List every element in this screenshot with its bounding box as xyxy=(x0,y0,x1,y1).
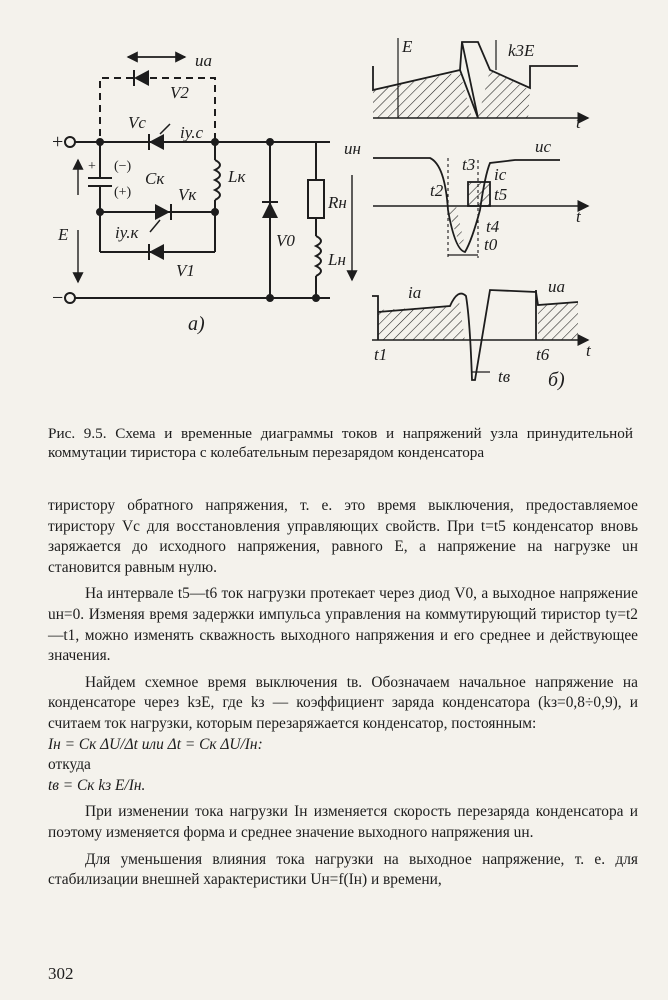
svg-text:Lн: Lн xyxy=(328,250,346,269)
figure-caption: Рис. 9.5. Схема и временные диаграммы токов и напряжений узла принудительной коммутации тиристора с колебательным перезарядом конденсатора xyxy=(48,425,633,461)
figure-label-b: б) xyxy=(548,369,565,391)
paragraph: Найдем схемное время выключения tв. Обозначаем начальное напряжение на конденсаторе через kзE, где kз — коэффициент заряда конденсатора (kз=0,8÷0,9), и считаем ток нагрузки, которым перезаряжается конденсатор, постоянным: xyxy=(48,673,638,732)
thyristor-vk-symbol xyxy=(150,204,171,232)
svg-text:V1: V1 xyxy=(176,261,195,280)
svg-text:Vк: Vк xyxy=(178,185,197,204)
svg-text:−: − xyxy=(52,287,64,309)
svg-text:uс: uс xyxy=(535,137,552,156)
timing-diagrams xyxy=(372,38,588,380)
svg-text:t2: t2 xyxy=(430,181,444,200)
svg-text:t0: t0 xyxy=(484,235,498,254)
body-text xyxy=(48,496,638,891)
svg-text:+: + xyxy=(52,131,64,153)
thyristor-vc-symbol xyxy=(149,124,170,150)
formula-1: Iн = Cк ΔU/Δt или Δt = Cк ΔU/Iн: xyxy=(48,735,263,753)
svg-text:V2: V2 xyxy=(170,83,189,102)
svg-text:E: E xyxy=(402,37,413,56)
svg-text:t: t xyxy=(576,207,581,226)
svg-text:+: + xyxy=(88,159,96,174)
svg-text:Vс: Vс xyxy=(128,113,146,132)
svg-text:uа: uа xyxy=(195,51,212,70)
paragraph: Для уменьшения влияния тока нагрузки на выходное напряжение, т. е. для стабилизации внешней характеристики Uн=f(Iн) и времени, xyxy=(48,850,638,889)
svg-text:t: t xyxy=(576,113,581,132)
svg-text:uн: uн xyxy=(344,139,361,158)
figure-label-a: а) xyxy=(188,313,205,335)
svg-text:tв: tв xyxy=(498,367,511,386)
svg-text:k3E: k3E xyxy=(508,41,535,60)
paragraph: тиристору обратного напряжения, т. е. это время выключения, предоставляемое тиристору Vс для восстановления управляющих свойств. При t=t5 конденсатор вновь заряжается до исходного напряжения, равного E, а напряжение на нагрузке uн становится равным нулю. xyxy=(48,497,638,576)
svg-text:t6: t6 xyxy=(536,345,550,364)
svg-text:Cк: Cк xyxy=(145,169,165,188)
paragraph: При изменении тока нагрузки Iн изменяется скорость перезаряда конденсатора и поэтому изменяется форма и среднее значение выходного напряжения uн. xyxy=(48,803,638,841)
svg-text:V0: V0 xyxy=(276,231,295,250)
svg-text:E: E xyxy=(58,225,69,244)
svg-text:(+): (+) xyxy=(114,185,132,200)
svg-text:(−): (−) xyxy=(114,159,132,174)
diode-v1-symbol xyxy=(149,244,164,260)
svg-text:iу.к: iу.к xyxy=(115,223,139,242)
svg-text:Rн: Rн xyxy=(328,193,347,212)
diode-v0-symbol xyxy=(262,202,278,218)
svg-text:t3: t3 xyxy=(462,155,476,174)
svg-text:uа: uа xyxy=(548,277,565,296)
svg-text:iа: iа xyxy=(408,283,422,302)
svg-text:t5: t5 xyxy=(494,185,508,204)
diode-v2-symbol xyxy=(134,70,149,86)
svg-text:t: t xyxy=(586,341,591,360)
figure-9-5 xyxy=(0,0,668,410)
svg-text:Lк: Lк xyxy=(228,167,246,186)
svg-text:t1: t1 xyxy=(374,345,388,364)
circuit-diagram xyxy=(65,57,352,303)
paragraph: На интервале t5—t6 ток нагрузки протекает через диод V0, а выходное напряжение uн=0. Изменяя время задержки импульса управления на коммутирующий тиристор tу=t2—t1, можно изменять скважность выходного напряжения и его среднее и действующее значения. xyxy=(48,585,638,665)
svg-text:iс: iс xyxy=(494,165,507,184)
svg-text:iу.с: iу.с xyxy=(180,123,203,142)
formula-2: tв = Cк kз E/Iн. xyxy=(48,776,146,794)
timing-middle-waveform xyxy=(373,158,588,258)
page-number: 302 xyxy=(48,964,74,983)
svg-text:t4: t4 xyxy=(486,217,500,236)
timing-bottom-waveform xyxy=(372,290,588,380)
word-otkuda: откуда xyxy=(48,756,91,774)
